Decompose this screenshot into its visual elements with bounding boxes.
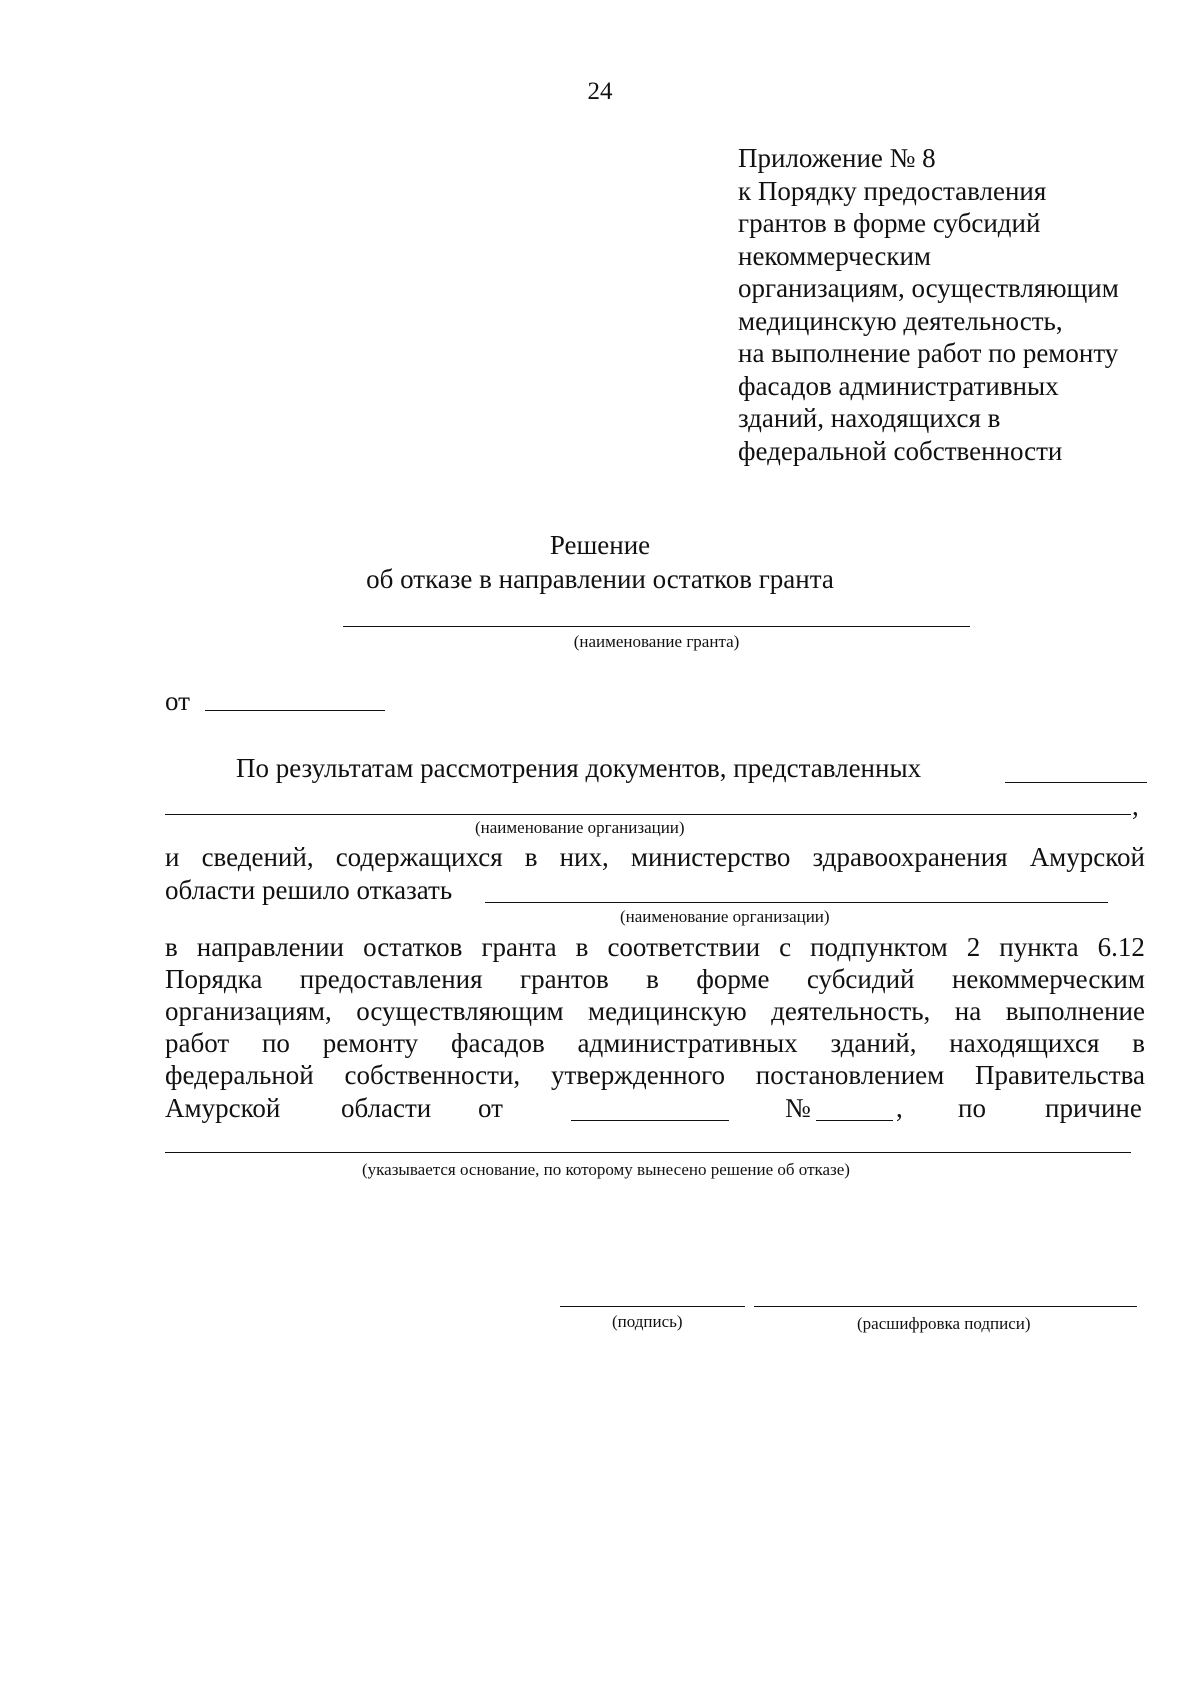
word: деятельность, [771,996,931,1026]
grant-name-blank [343,626,970,627]
document-subtitle: об отказе в направлении остатков гранта [366,564,834,594]
document-title: Решение [549,530,651,560]
body-line-9-word: от [478,1093,503,1123]
body-line-1: По результатам рассмотрения документов, представленных [236,753,922,783]
body-line-5 [165,964,1145,995]
date-prefix: от [165,686,190,716]
word: субсидий [806,964,915,994]
organization-blank [165,814,1131,815]
refused-organization-blank [485,902,1108,903]
reason-caption: (указывается основание, по которому вынесено решение об отказе) [362,1160,850,1179]
body-line-6 [165,996,1145,1027]
word: в [165,932,178,962]
word: постановлением [755,1060,945,1090]
body-line-9-word: Амурской [165,1093,281,1123]
word: пункта [999,932,1079,962]
signature-decoding-caption: (расшифровка подписи) [857,1314,1031,1333]
word: работ [165,1028,230,1058]
word: в [524,842,538,872]
word: Амурской [1029,842,1145,872]
body-line-9-comma: , [896,1093,903,1123]
word: утвержденного [550,1060,725,1090]
word: выполнение [1005,996,1145,1026]
word: в [575,932,589,962]
body-line-2 [165,842,1145,873]
page-number: 24 [587,78,613,105]
appendix-line: на выполнение работ по ремонту [738,338,1119,368]
resolution-number-blank [816,1120,893,1121]
word: организациям, [165,996,332,1026]
reason-blank [165,1152,1131,1153]
body-line-9-word: области [341,1093,432,1123]
word: собственности, [344,1060,521,1090]
body-line-7 [165,1028,1145,1059]
word: направлении [196,932,345,962]
word: 2 [966,932,981,962]
word: сведений, [201,842,314,872]
refused-organization-caption: (наименование организации) [620,907,830,926]
appendix-line: к Порядку предоставления [738,175,1047,206]
body-line-9-word: причине [1045,1093,1142,1123]
word: содержащихся [335,842,503,872]
body-line-3: области решило отказать [165,875,453,905]
appendix-line: фасадов административных [738,370,1059,401]
grant-name-caption: (наименование гранта) [573,632,740,651]
word: фасадов [450,1028,545,1058]
word: ремонту [322,1028,419,1058]
word: в [646,964,659,994]
word: в [1132,1028,1145,1058]
word: форме [696,964,770,994]
appendix-line: медицинскую деятельность, [738,305,1063,336]
word: и [165,842,180,872]
word: Правительства [975,1060,1145,1090]
word: них, [559,842,609,872]
word: Порядка [165,964,263,994]
appendix-line: организациям, осуществляющим [738,273,1119,303]
appendix-line: зданий, находящихся в [738,403,1001,433]
word: соответствии [607,932,761,962]
appendix-line: некоммерческим [738,240,932,271]
signature-decoding-blank [754,1306,1137,1307]
signature-blank [560,1306,745,1307]
word: медицинскую [588,996,747,1026]
word: зданий, [830,1028,917,1058]
body-line-9-word: по [958,1093,986,1123]
appendix-line: грантов в форме субсидий [738,208,1041,238]
word: находящихся [949,1028,1100,1058]
number-sign: № [785,1093,811,1123]
resolution-date-blank [571,1120,729,1121]
word: федеральной [165,1060,314,1090]
word: грантов [520,964,609,994]
word: административных [577,1028,798,1058]
word: осуществляющим [356,996,564,1026]
word: здравоохранения [812,842,1008,872]
date-blank [205,710,385,711]
word: на [954,996,982,1026]
word: остатков [363,932,463,962]
appendix-line: федеральной собственности [738,435,1063,466]
body-line-8 [165,1060,1145,1091]
word: предоставления [299,964,483,994]
word: подпунктом [810,932,948,962]
word: с [779,932,792,962]
word: министерство [630,842,791,872]
signature-caption: (подпись) [612,1312,683,1331]
word: некоммерческим [951,964,1145,994]
submitter-blank-1 [1005,782,1147,783]
organization-caption: (наименование организации) [475,818,685,837]
word: гранта [481,932,557,962]
organization-comma: , [1132,791,1139,821]
appendix-line: Приложение № 8 [738,143,936,173]
word: по [261,1028,290,1058]
appendix-header [738,142,1119,467]
word: 6.12 [1097,932,1145,962]
body-line-4 [165,932,1145,963]
